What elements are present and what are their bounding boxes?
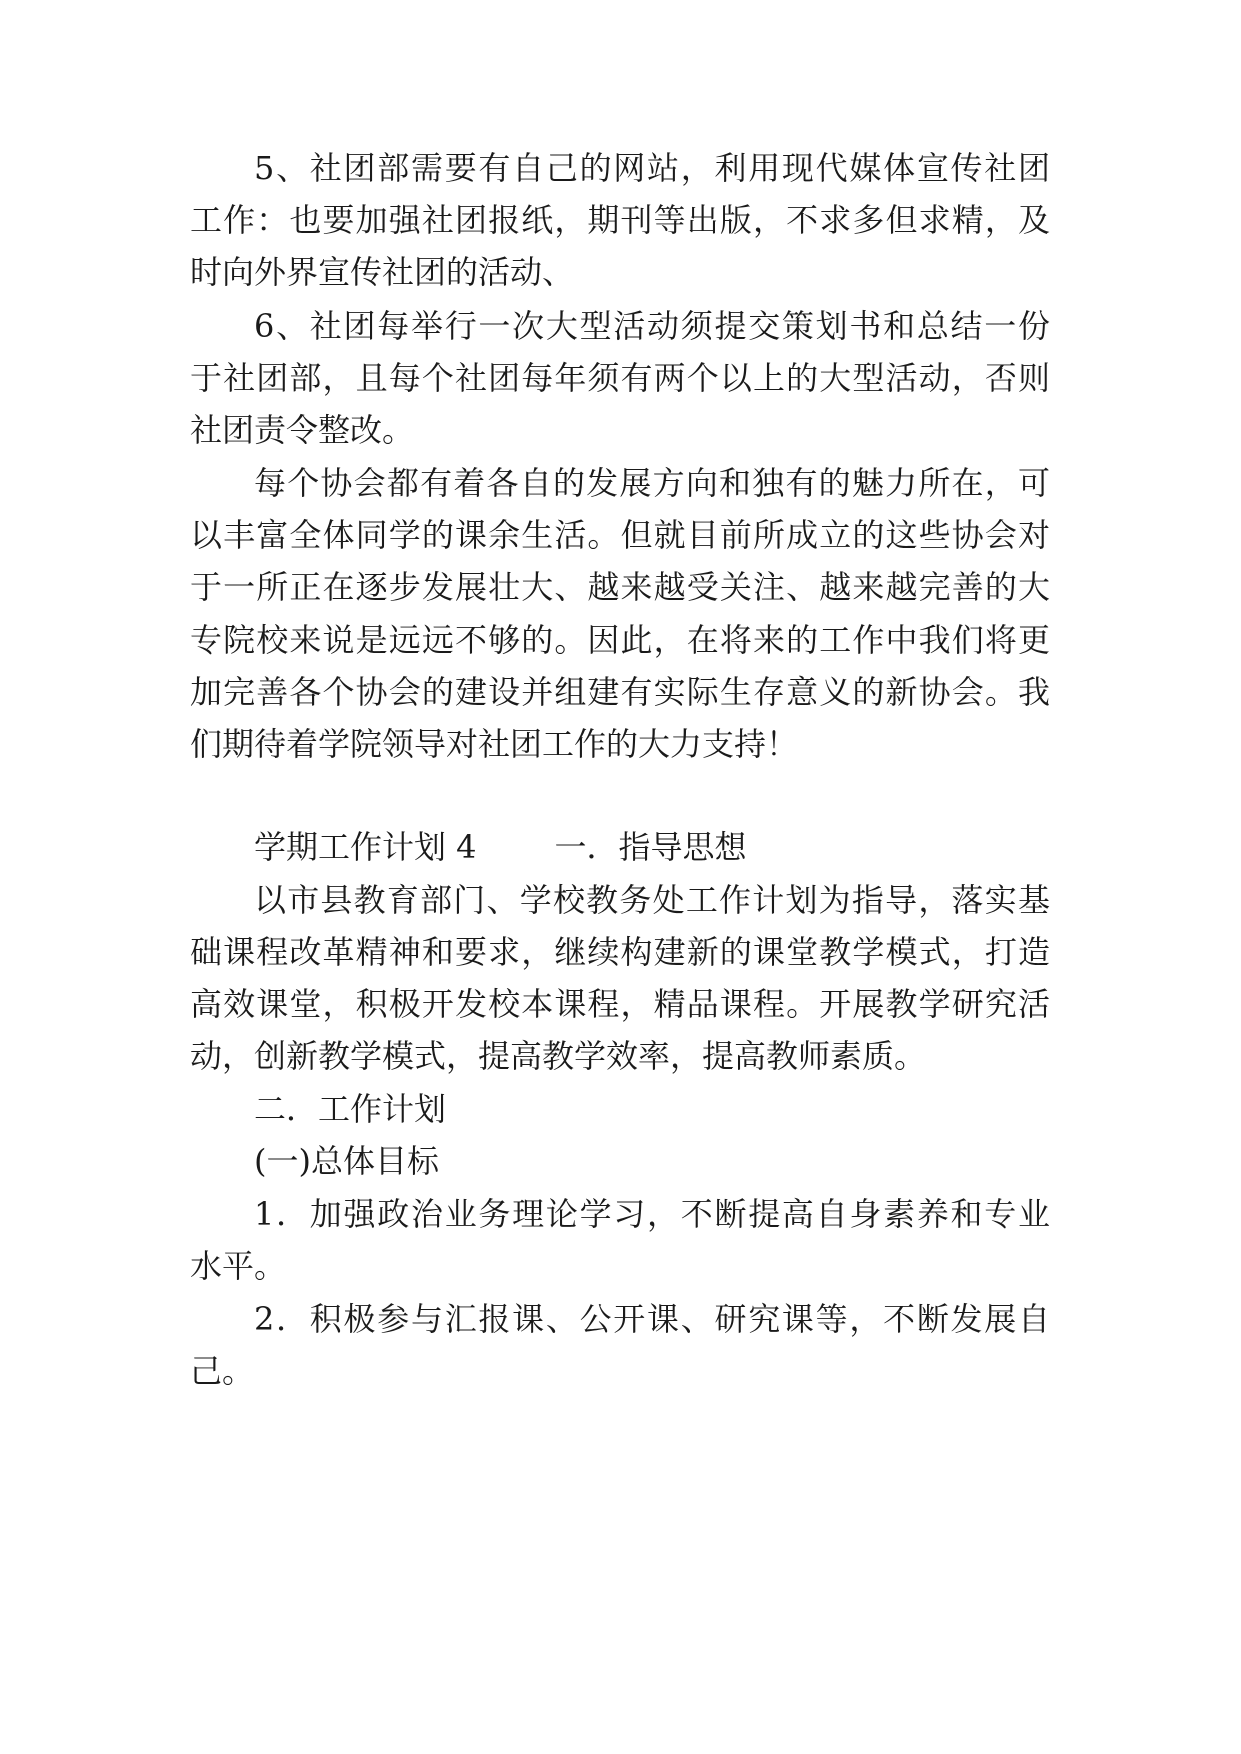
text-line: 2．积极参与汇报课、公开课、研究课等，不断发展自 xyxy=(254,1300,1050,1338)
text-line: 以丰富全体同学的课余生活。但就目前所成立的这些协会对 xyxy=(190,516,1050,554)
text-line: 以市县教育部门、学校教务处工作计划为指导，落实基 xyxy=(254,881,1050,919)
section-title: 学期工作计划 4 xyxy=(254,828,477,866)
text-line: 于一所正在逐步发展壮大、越来越受关注、越来越完善的大 xyxy=(190,568,1050,606)
text-line: 专院校来说是远远不够的。因此，在将来的工作中我们将更 xyxy=(190,621,1050,659)
goal-heading: (一)总体目标 xyxy=(254,1142,439,1180)
text-line: 加完善各个协会的建设并组建有实际生存意义的新协会。我 xyxy=(190,673,1050,711)
text-line: 每个协会都有着各自的发展方向和独有的魅力所在，可 xyxy=(254,464,1050,502)
text-line: 6、社团每举行一次大型活动须提交策划书和总结一份 xyxy=(254,307,1050,345)
text-line: 础课程改革精神和要求，继续构建新的课堂教学模式，打造 xyxy=(190,933,1050,971)
section-subheading: 一．指导思想 xyxy=(554,828,747,866)
text-line: 水平。 xyxy=(190,1247,287,1285)
text-line: 工作：也要加强社团报纸，期刊等出版，不求多但求精，及 xyxy=(190,201,1050,239)
text-line: 1．加强政治业务理论学习，不断提高自身素养和专业 xyxy=(254,1195,1050,1233)
text-line: 高效课堂，积极开发校本课程，精品课程。开展教学研究活 xyxy=(190,985,1050,1023)
section-heading-row xyxy=(254,827,747,867)
text-line: 5、社团部需要有自己的网站，利用现代媒体宣传社团 xyxy=(254,149,1050,187)
text-line: 们期待着学院领导对社团工作的大力支持！ xyxy=(190,725,799,763)
text-line: 于社团部，且每个社团每年须有两个以上的大型活动，否则 xyxy=(190,359,1050,397)
text-line: 己。 xyxy=(190,1352,255,1390)
text-line: 时向外界宣传社团的活动、 xyxy=(190,253,575,291)
text-line: 社团责令整改。 xyxy=(190,411,415,449)
plan-heading: 二．工作计划 xyxy=(254,1090,447,1128)
text-line: 动，创新教学模式，提高教学效率，提高教师素质。 xyxy=(190,1037,927,1075)
